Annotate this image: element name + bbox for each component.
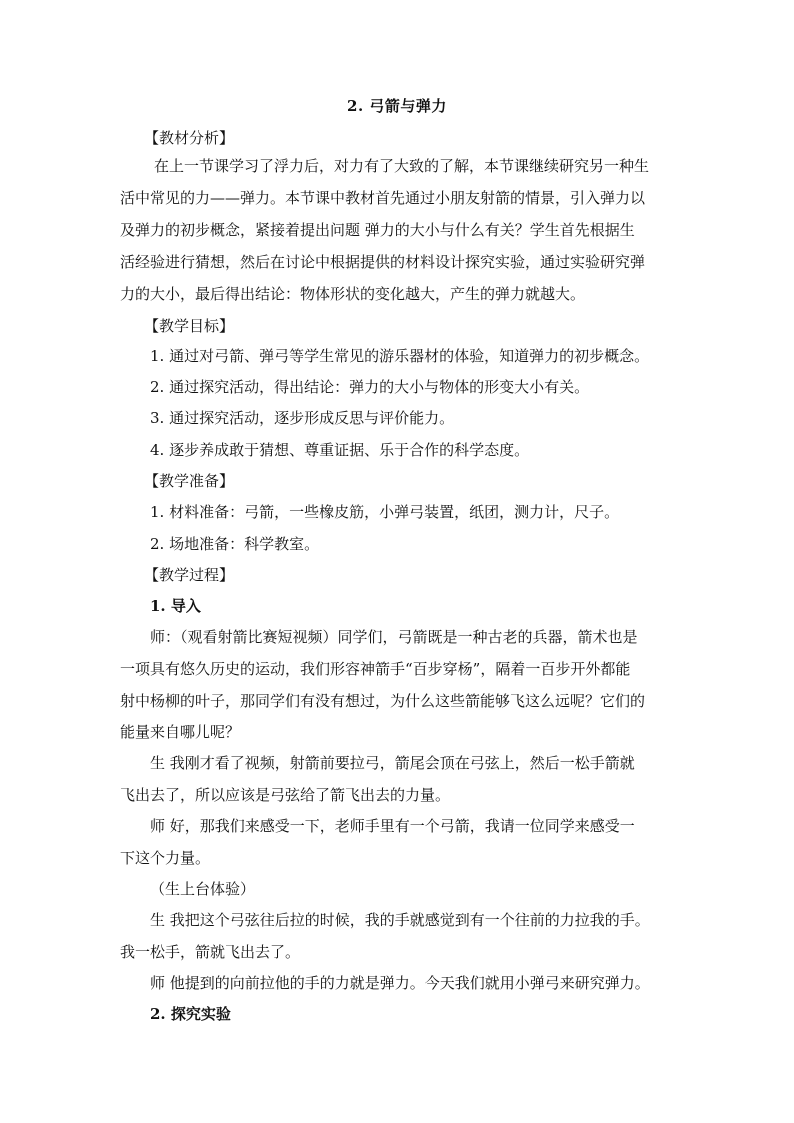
goal-item: 4. 逐步养成敢于猜想、尊重证据、乐于合作的科学态度。 (150, 441, 530, 459)
paragraph-line: 飞出去了，所以应该是弓弦给了箭飞出去的力量。 (120, 786, 451, 804)
prep-heading: 【教学准备】 (144, 472, 235, 490)
goal-item: 3. 通过探究活动，逐步形成反思与评价能力。 (150, 409, 455, 427)
analysis-heading: 【教材分析】 (144, 129, 235, 147)
paragraph-line: （生上台体验） (150, 880, 256, 898)
goals-heading: 【教学目标】 (144, 317, 235, 335)
analysis-line: 活中常见的力——弹力。本节课中教材首先通过小朋友射箭的情景，引入弹力以 (120, 189, 646, 207)
section-heading-intro: 1. 导入 (150, 597, 201, 615)
paragraph-line: 能量来自哪儿呢？ (120, 723, 241, 741)
paragraph-line: 师：（观看射箭比赛短视频）同学们，弓箭既是一种古老的兵器，箭术也是 (150, 628, 638, 646)
paragraph-line: 我一松手，箭就飞出去了。 (120, 943, 301, 961)
process-heading: 【教学过程】 (144, 566, 235, 584)
goal-item: 2. 通过探究活动，得出结论：弹力的大小与物体的形变大小有关。 (150, 378, 590, 396)
page-title: 2. 弓箭与弹力 (347, 97, 447, 115)
paragraph-line: 生 我刚才看了视频，射箭前要拉弓，箭尾会顶在弓弦上，然后一松手箭就 (150, 754, 635, 772)
prep-item: 2. 场地准备：科学教室。 (150, 535, 320, 553)
paragraph-line: 射中杨柳的叶子，那同学们有没有想过，为什么这些箭能够飞这么远呢？它们的 (120, 692, 646, 710)
analysis-line: 及弹力的初步概念，紧接着提出问题 弹力的大小与什么有关？学生首先根据生 (120, 221, 635, 239)
paragraph-line: 一项具有悠久历史的运动，我们形容神箭手“百步穿杨”，隔着一百步开外都能 (120, 660, 631, 678)
paragraph-line: 下这个力量。 (120, 849, 211, 867)
paragraph-line: 生 我把这个弓弦往后拉的时候，我的手就感觉到有一个往前的力拉我的手。 (150, 911, 650, 929)
section-heading-experiment: 2. 探究实验 (150, 1005, 231, 1023)
goal-item: 1. 通过对弓箭、弹弓等学生常见的游乐器材的体验，知道弹力的初步概念。 (150, 347, 650, 365)
paragraph-line: 师 好，那我们来感受一下，老师手里有一个弓箭，我请一位同学来感受一 (150, 817, 635, 835)
analysis-line: 力的大小，最后得出结论：物体形状的变化越大，产生的弹力就越大。 (120, 285, 586, 303)
paragraph-line: 师 他提到的向前拉他的手的力就是弹力。今天我们就用小弹弓来研究弹力。 (150, 974, 650, 992)
analysis-line: 活经验进行猜想，然后在讨论中根据提供的材料设计探究实验，通过实验研究弹 (120, 253, 646, 271)
prep-item: 1. 材料准备：弓箭，一些橡皮筋，小弹弓装置，纸团，测力计，尺子。 (150, 503, 620, 521)
analysis-line: 在上一节课学习了浮力后，对力有了大致的了解，本节课继续研究另一种生 (154, 157, 650, 175)
